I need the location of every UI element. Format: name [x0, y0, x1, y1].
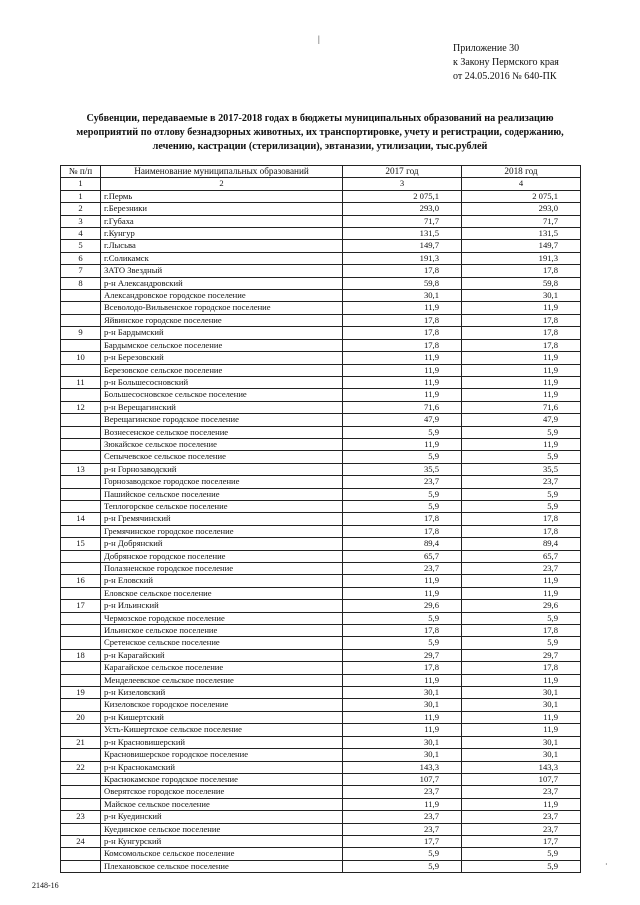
row-value-2017: 23,7	[343, 786, 462, 798]
table-row	[61, 563, 581, 575]
row-name: г.Соликамск	[101, 252, 343, 264]
row-value-2017: 23,7	[343, 811, 462, 823]
row-value-2018: 5,9	[462, 612, 581, 624]
table-row	[61, 376, 581, 388]
scan-speck: ·	[605, 860, 608, 869]
table-row	[61, 649, 581, 661]
row-number: 19	[61, 687, 101, 699]
row-value-2018: 30,1	[462, 687, 581, 699]
row-name: Полазненское городское поселение	[101, 563, 343, 575]
row-number	[61, 314, 101, 326]
row-value-2018: 11,9	[462, 587, 581, 599]
table-row	[61, 314, 581, 326]
row-value-2018: 11,9	[462, 389, 581, 401]
row-number: 12	[61, 401, 101, 413]
row-value-2017: 11,9	[343, 302, 462, 314]
row-number: 10	[61, 352, 101, 364]
table-row	[61, 724, 581, 736]
row-number: 3	[61, 215, 101, 227]
table-row	[61, 674, 581, 686]
row-value-2017: 5,9	[343, 612, 462, 624]
row-value-2018: 30,1	[462, 749, 581, 761]
table-row	[61, 811, 581, 823]
row-value-2018: 59,8	[462, 277, 581, 289]
row-value-2018: 149,7	[462, 240, 581, 252]
row-value-2018: 11,9	[462, 438, 581, 450]
row-name: р-н Карагайский	[101, 649, 343, 661]
row-value-2017: 17,8	[343, 513, 462, 525]
row-value-2017: 71,7	[343, 215, 462, 227]
table-row	[61, 637, 581, 649]
row-value-2017: 23,7	[343, 823, 462, 835]
row-number	[61, 302, 101, 314]
row-number	[61, 476, 101, 488]
row-value-2017: 30,1	[343, 290, 462, 302]
row-name: г.Лысьва	[101, 240, 343, 252]
document-code: 2148-16	[32, 881, 59, 890]
table-row	[61, 513, 581, 525]
column-index: 3	[343, 178, 462, 190]
table-row	[61, 389, 581, 401]
row-number	[61, 749, 101, 761]
row-value-2017: 11,9	[343, 724, 462, 736]
row-value-2017: 11,9	[343, 389, 462, 401]
table-row	[61, 277, 581, 289]
row-value-2017: 17,8	[343, 625, 462, 637]
row-number	[61, 550, 101, 562]
row-value-2018: 11,9	[462, 376, 581, 388]
row-value-2018: 11,9	[462, 302, 581, 314]
row-number	[61, 451, 101, 463]
scan-mark: |	[318, 34, 320, 44]
row-number	[61, 364, 101, 376]
row-name: Менделеевское сельское поселение	[101, 674, 343, 686]
row-number	[61, 612, 101, 624]
row-value-2017: 293,0	[343, 203, 462, 215]
row-name: Карагайское сельское поселение	[101, 662, 343, 674]
row-value-2017: 5,9	[343, 500, 462, 512]
row-value-2017: 29,6	[343, 600, 462, 612]
row-number: 11	[61, 376, 101, 388]
row-value-2017: 17,8	[343, 314, 462, 326]
row-value-2018: 11,9	[462, 352, 581, 364]
row-name: р-н Куединский	[101, 811, 343, 823]
row-number	[61, 563, 101, 575]
row-name: Майское сельское поселение	[101, 798, 343, 810]
row-value-2017: 11,9	[343, 352, 462, 364]
row-value-2018: 71,6	[462, 401, 581, 413]
title-line-1: Субвенции, передаваемые в 2017-2018 годах в бюджеты муниципальных образований на реализацию	[86, 113, 554, 124]
table-row	[61, 500, 581, 512]
row-number: 17	[61, 600, 101, 612]
row-value-2017: 65,7	[343, 550, 462, 562]
table-row	[61, 203, 581, 215]
row-value-2018: 29,7	[462, 649, 581, 661]
title-line-3: лечению, кастрации (стерилизации), эвтаназии, утилизации, тыс.рублей	[152, 141, 488, 152]
row-number: 15	[61, 538, 101, 550]
row-value-2018: 11,9	[462, 724, 581, 736]
row-value-2017: 17,8	[343, 662, 462, 674]
row-value-2018: 17,8	[462, 662, 581, 674]
row-value-2018: 11,9	[462, 798, 581, 810]
row-number: 9	[61, 327, 101, 339]
row-number	[61, 798, 101, 810]
row-value-2018: 17,8	[462, 525, 581, 537]
row-name: Сретенское сельское поселение	[101, 637, 343, 649]
table-row	[61, 339, 581, 351]
column-index: 1	[61, 178, 101, 190]
row-value-2017: 23,7	[343, 563, 462, 575]
row-value-2017: 5,9	[343, 488, 462, 500]
row-number: 16	[61, 575, 101, 587]
row-value-2018: 17,8	[462, 314, 581, 326]
row-value-2018: 107,7	[462, 773, 581, 785]
row-name: Большесосновское сельское поселение	[101, 389, 343, 401]
row-value-2017: 5,9	[343, 426, 462, 438]
row-value-2018: 191,3	[462, 252, 581, 264]
row-value-2018: 89,4	[462, 538, 581, 550]
table-row	[61, 687, 581, 699]
row-number: 5	[61, 240, 101, 252]
row-name: р-н Краснокамский	[101, 761, 343, 773]
row-value-2018: 131,5	[462, 228, 581, 240]
table-row	[61, 302, 581, 314]
row-name: р-н Горнозаводский	[101, 463, 343, 475]
row-value-2018: 71,7	[462, 215, 581, 227]
row-name: Комсомольское сельское поселение	[101, 848, 343, 860]
table-row	[61, 252, 581, 264]
row-name: р-н Березовский	[101, 352, 343, 364]
header-2018: 2018 год	[462, 166, 581, 178]
row-value-2017: 23,7	[343, 476, 462, 488]
row-value-2018: 11,9	[462, 711, 581, 723]
row-value-2017: 71,6	[343, 401, 462, 413]
row-value-2018: 17,8	[462, 339, 581, 351]
row-name: Усть-Кишертское сельское поселение	[101, 724, 343, 736]
column-index-row	[61, 178, 581, 190]
row-number: 23	[61, 811, 101, 823]
table-row	[61, 662, 581, 674]
row-value-2018: 30,1	[462, 736, 581, 748]
row-number: 1	[61, 190, 101, 202]
row-number: 13	[61, 463, 101, 475]
row-name: р-н Кизеловский	[101, 687, 343, 699]
row-value-2017: 17,7	[343, 835, 462, 847]
table-row	[61, 228, 581, 240]
table-row	[61, 860, 581, 872]
row-value-2018: 2 075,1	[462, 190, 581, 202]
row-value-2017: 11,9	[343, 575, 462, 587]
row-number	[61, 724, 101, 736]
row-number: 24	[61, 835, 101, 847]
row-value-2018: 65,7	[462, 550, 581, 562]
table-row	[61, 823, 581, 835]
row-number	[61, 823, 101, 835]
table-row	[61, 290, 581, 302]
row-value-2017: 29,7	[343, 649, 462, 661]
row-number	[61, 488, 101, 500]
row-value-2018: 5,9	[462, 860, 581, 872]
row-value-2017: 30,1	[343, 699, 462, 711]
table-body	[61, 190, 581, 872]
row-value-2018: 11,9	[462, 575, 581, 587]
row-name: р-н Добрянский	[101, 538, 343, 550]
row-number	[61, 637, 101, 649]
row-value-2017: 47,9	[343, 414, 462, 426]
row-value-2017: 11,9	[343, 798, 462, 810]
row-value-2018: 47,9	[462, 414, 581, 426]
row-name: Добрянское городское поселение	[101, 550, 343, 562]
row-value-2017: 59,8	[343, 277, 462, 289]
row-value-2018: 23,7	[462, 823, 581, 835]
row-number: 14	[61, 513, 101, 525]
row-value-2017: 191,3	[343, 252, 462, 264]
row-number	[61, 525, 101, 537]
table-row	[61, 215, 581, 227]
row-number	[61, 426, 101, 438]
table-row	[61, 587, 581, 599]
row-number: 18	[61, 649, 101, 661]
row-name: Красновишерское городское поселение	[101, 749, 343, 761]
table-row	[61, 550, 581, 562]
table-row	[61, 773, 581, 785]
row-number	[61, 587, 101, 599]
row-value-2018: 5,9	[462, 426, 581, 438]
table-row	[61, 848, 581, 860]
row-value-2018: 30,1	[462, 290, 581, 302]
row-value-2017: 11,9	[343, 587, 462, 599]
table-row	[61, 438, 581, 450]
row-value-2017: 11,9	[343, 711, 462, 723]
header-2017: 2017 год	[343, 166, 462, 178]
row-value-2018: 29,6	[462, 600, 581, 612]
row-value-2018: 5,9	[462, 637, 581, 649]
table-row	[61, 414, 581, 426]
table-row	[61, 575, 581, 587]
row-value-2017: 30,1	[343, 736, 462, 748]
row-number	[61, 674, 101, 686]
table-header-row	[61, 166, 581, 178]
row-value-2018: 11,9	[462, 364, 581, 376]
table-row	[61, 401, 581, 413]
row-value-2017: 149,7	[343, 240, 462, 252]
row-value-2018: 35,5	[462, 463, 581, 475]
row-value-2018: 11,9	[462, 674, 581, 686]
table-row	[61, 736, 581, 748]
table-row	[61, 798, 581, 810]
row-value-2017: 11,9	[343, 674, 462, 686]
row-number	[61, 389, 101, 401]
row-number	[61, 662, 101, 674]
table-row	[61, 538, 581, 550]
row-name: р-н Верещагинский	[101, 401, 343, 413]
table-row	[61, 525, 581, 537]
row-number: 20	[61, 711, 101, 723]
header-num: № п/п	[61, 166, 101, 178]
row-value-2017: 17,8	[343, 265, 462, 277]
row-value-2018: 5,9	[462, 451, 581, 463]
row-value-2017: 11,9	[343, 376, 462, 388]
row-value-2017: 11,9	[343, 364, 462, 376]
row-value-2018: 293,0	[462, 203, 581, 215]
row-number	[61, 848, 101, 860]
row-name: г.Березники	[101, 203, 343, 215]
row-name: р-н Ильинский	[101, 600, 343, 612]
row-name: р-н Большесосновский	[101, 376, 343, 388]
row-value-2017: 107,7	[343, 773, 462, 785]
row-value-2017: 143,3	[343, 761, 462, 773]
row-value-2017: 5,9	[343, 860, 462, 872]
column-index: 2	[101, 178, 343, 190]
row-number: 21	[61, 736, 101, 748]
row-value-2018: 23,7	[462, 563, 581, 575]
row-value-2017: 5,9	[343, 451, 462, 463]
row-value-2018: 17,8	[462, 265, 581, 277]
table-row	[61, 612, 581, 624]
table-row	[61, 749, 581, 761]
row-value-2017: 5,9	[343, 848, 462, 860]
row-number: 7	[61, 265, 101, 277]
row-name: Кизеловское городское поселение	[101, 699, 343, 711]
table-row	[61, 190, 581, 202]
row-name: Березовское сельское поселение	[101, 364, 343, 376]
table-row	[61, 699, 581, 711]
table-row	[61, 327, 581, 339]
table-row	[61, 488, 581, 500]
table-row	[61, 476, 581, 488]
row-value-2018: 17,8	[462, 625, 581, 637]
row-number: 4	[61, 228, 101, 240]
row-name: р-н Еловский	[101, 575, 343, 587]
row-name: Вознесенское сельское поселение	[101, 426, 343, 438]
row-value-2017: 5,9	[343, 637, 462, 649]
row-name: Яйвинское городское поселение	[101, 314, 343, 326]
row-name: Александровское городское поселение	[101, 290, 343, 302]
row-number	[61, 699, 101, 711]
table-row	[61, 352, 581, 364]
row-value-2017: 89,4	[343, 538, 462, 550]
column-index: 4	[462, 178, 581, 190]
table-row	[61, 625, 581, 637]
row-name: Ильинское сельское поселение	[101, 625, 343, 637]
appendix-line-2: к Закону Пермского края	[453, 57, 559, 68]
table-row	[61, 451, 581, 463]
row-name: р-н Кишертский	[101, 711, 343, 723]
row-name: Оверятское городское поселение	[101, 786, 343, 798]
row-value-2018: 5,9	[462, 848, 581, 860]
table-row	[61, 240, 581, 252]
row-name: р-н Бардымский	[101, 327, 343, 339]
row-name: Всеволодо-Вильвенское городское поселение	[101, 302, 343, 314]
row-number	[61, 625, 101, 637]
row-value-2017: 11,9	[343, 438, 462, 450]
row-name: Горнозаводское городское поселение	[101, 476, 343, 488]
row-value-2018: 17,8	[462, 513, 581, 525]
table-row	[61, 364, 581, 376]
row-name: Пашийское сельское поселение	[101, 488, 343, 500]
appendix-line-3: от 24.05.2016 № 640-ПК	[453, 71, 557, 82]
row-value-2018: 5,9	[462, 500, 581, 512]
row-number: 22	[61, 761, 101, 773]
subsidy-table	[60, 165, 581, 873]
row-name: г.Кунгур	[101, 228, 343, 240]
table-row	[61, 463, 581, 475]
row-name: Зюкайское сельское поселение	[101, 438, 343, 450]
row-value-2017: 30,1	[343, 687, 462, 699]
row-number	[61, 786, 101, 798]
row-number	[61, 773, 101, 785]
table-row	[61, 711, 581, 723]
row-name: Куединское сельское поселение	[101, 823, 343, 835]
table-row	[61, 786, 581, 798]
row-name: Теплогорское сельское поселение	[101, 500, 343, 512]
row-name: р-н Красновишерский	[101, 736, 343, 748]
row-value-2017: 131,5	[343, 228, 462, 240]
row-value-2018: 5,9	[462, 488, 581, 500]
table-row	[61, 265, 581, 277]
row-value-2018: 30,1	[462, 699, 581, 711]
table-row	[61, 761, 581, 773]
row-value-2018: 23,7	[462, 811, 581, 823]
row-name: р-н Гремячинский	[101, 513, 343, 525]
row-name: Плехановское сельское поселение	[101, 860, 343, 872]
table-row	[61, 600, 581, 612]
row-name: р-н Александровский	[101, 277, 343, 289]
row-number: 2	[61, 203, 101, 215]
row-name: р-н Кунгурский	[101, 835, 343, 847]
row-number	[61, 438, 101, 450]
row-name: г.Губаха	[101, 215, 343, 227]
row-value-2017: 17,8	[343, 525, 462, 537]
row-value-2018: 17,8	[462, 327, 581, 339]
row-number	[61, 860, 101, 872]
row-name: Бардымское сельское поселение	[101, 339, 343, 351]
row-value-2018: 17,7	[462, 835, 581, 847]
row-name: Гремячинское городское поселение	[101, 525, 343, 537]
row-value-2017: 30,1	[343, 749, 462, 761]
row-number	[61, 500, 101, 512]
row-name: Еловское сельское поселение	[101, 587, 343, 599]
table-row	[61, 835, 581, 847]
row-name: Верещагинское городское поселение	[101, 414, 343, 426]
row-name: г.Пермь	[101, 190, 343, 202]
row-value-2017: 17,8	[343, 327, 462, 339]
row-name: Краснокамское городское поселение	[101, 773, 343, 785]
row-name: ЗАТО Звездный	[101, 265, 343, 277]
row-number	[61, 414, 101, 426]
row-number	[61, 290, 101, 302]
appendix-line-1: Приложение 30	[453, 43, 520, 54]
row-value-2018: 23,7	[462, 786, 581, 798]
title-line-2: мероприятий по отлову безнадзорных животных, их транспортировке, учету и регистрации, содержанию,	[76, 127, 564, 138]
row-number: 8	[61, 277, 101, 289]
row-name: Сепычевское сельское поселение	[101, 451, 343, 463]
row-value-2017: 2 075,1	[343, 190, 462, 202]
header-name: Наименование муниципальных образований	[101, 166, 343, 178]
row-name: Чермозское городское поселение	[101, 612, 343, 624]
table-row	[61, 426, 581, 438]
row-number	[61, 339, 101, 351]
row-value-2018: 23,7	[462, 476, 581, 488]
document-title	[40, 112, 600, 154]
appendix-reference	[453, 42, 559, 84]
row-value-2017: 17,8	[343, 339, 462, 351]
row-value-2018: 143,3	[462, 761, 581, 773]
row-number: 6	[61, 252, 101, 264]
row-value-2017: 35,5	[343, 463, 462, 475]
